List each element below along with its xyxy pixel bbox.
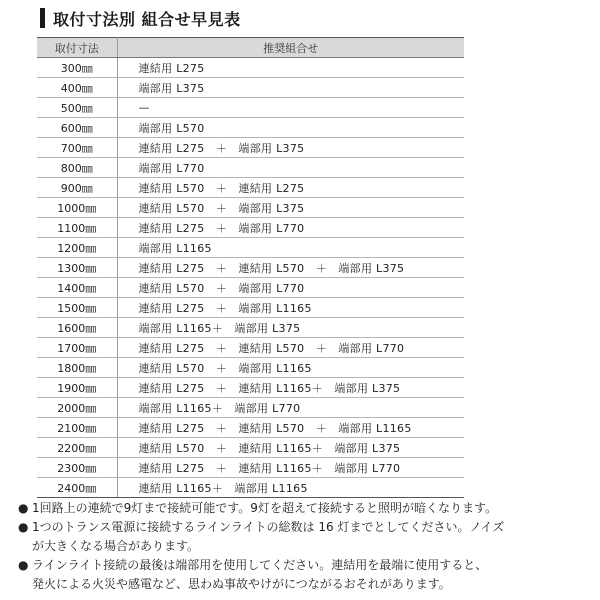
size-cell: 1600㎜ [37,318,117,338]
section-title [40,6,241,30]
combination-cell: 端部用 L1165＋ 端部用 L375 [117,318,464,338]
table-row [37,418,464,438]
size-cell: 1100㎜ [37,218,117,238]
combination-cell: 端部用 L1165 [117,238,464,258]
size-cell: 900㎜ [37,178,117,198]
header-size: 取付寸法 [37,38,117,58]
combination-cell: 連結用 L570 ＋ 端部用 L375 [117,198,464,218]
combination-cell: 連結用 L570 ＋ 端部用 L1165 [117,358,464,378]
note-line: ラインライト接続の最後は端部用を使用してください。連結用を最端に使用すると、 [32,558,488,572]
size-cell: 800㎜ [37,158,117,178]
table-row [37,318,464,338]
table-header-row [37,38,464,58]
size-cell: 1000㎜ [37,198,117,218]
combination-cell: 連結用 L275 ＋ 連結用 L570 ＋ 端部用 L770 [117,338,464,358]
size-cell: 2300㎜ [37,458,117,478]
title-accent-bar [40,8,45,28]
size-cell: 1500㎜ [37,298,117,318]
size-cell: 1800㎜ [37,358,117,378]
page-title: 取付寸法別 組合せ早見表 [53,9,241,29]
note-text [32,499,590,518]
table-row [37,218,464,238]
note-item [18,556,590,594]
table-row [37,278,464,298]
table-row [37,398,464,418]
combination-cell: — [117,98,464,118]
size-cell: 2400㎜ [37,478,117,498]
table-row [37,158,464,178]
table-row [37,58,464,78]
note-text [32,518,590,556]
combination-table [37,37,464,498]
combination-cell: 連結用 L275 ＋ 連結用 L570 ＋ 端部用 L375 [117,258,464,278]
bullet-icon: ● [18,501,29,515]
size-cell: 600㎜ [37,118,117,138]
table-row [37,238,464,258]
note-line: が大きくなる場合があります。 [32,539,200,553]
table-row [37,78,464,98]
table-row [37,338,464,358]
size-cell: 2200㎜ [37,438,117,458]
size-cell: 400㎜ [37,78,117,98]
table-row [37,298,464,318]
table-row [37,138,464,158]
note-item [18,518,590,556]
size-cell: 700㎜ [37,138,117,158]
combination-cell: 端部用 L770 [117,158,464,178]
combination-cell: 連結用 L570 ＋ 端部用 L770 [117,278,464,298]
table-row [37,478,464,498]
bullet-icon: ● [18,520,29,534]
bullet-icon: ● [18,558,29,572]
table-row [37,358,464,378]
size-cell: 300㎜ [37,58,117,78]
combination-cell: 端部用 L570 [117,118,464,138]
combination-cell: 連結用 L275 ＋ 端部用 L375 [117,138,464,158]
size-cell: 1700㎜ [37,338,117,358]
size-cell: 1900㎜ [37,378,117,398]
combination-cell: 連結用 L275 ＋ 連結用 L570 ＋ 端部用 L1165 [117,418,464,438]
combination-cell: 連結用 L570 ＋ 連結用 L275 [117,178,464,198]
table-row [37,178,464,198]
note-item [18,499,590,518]
size-cell: 2100㎜ [37,418,117,438]
header-combination: 推奨組合せ [117,38,464,58]
note-text [32,556,590,594]
table-row [37,118,464,138]
note-line: 発火による火災や感電など、思わぬ事故やけがにつながるおそれがあります。 [32,577,451,591]
table-row [37,458,464,478]
table-row [37,258,464,278]
combination-cell: 連結用 L275 ＋ 連結用 L1165＋ 端部用 L770 [117,458,464,478]
table-row [37,198,464,218]
table-body [37,58,464,498]
note-line: 1つのトランス電源に接続するラインライトの総数は 16 灯までとしてください。ノイズ [32,520,505,534]
combination-cell: 連結用 L275 ＋ 連結用 L1165＋ 端部用 L375 [117,378,464,398]
combination-cell: 端部用 L375 [117,78,464,98]
table-row [37,438,464,458]
note-line: 1回路上の連続で9灯まで接続可能です。9灯を超えて接続すると照明が暗くなります。 [32,501,497,515]
size-cell: 1400㎜ [37,278,117,298]
combination-cell: 連結用 L1165＋ 端部用 L1165 [117,478,464,498]
size-cell: 1300㎜ [37,258,117,278]
combination-cell: 連結用 L275 ＋ 端部用 L770 [117,218,464,238]
combination-cell: 連結用 L275 [117,58,464,78]
size-cell: 1200㎜ [37,238,117,258]
combination-cell: 端部用 L1165＋ 端部用 L770 [117,398,464,418]
combination-cell: 連結用 L570 ＋ 連結用 L1165＋ 端部用 L375 [117,438,464,458]
size-cell: 500㎜ [37,98,117,118]
size-cell: 2000㎜ [37,398,117,418]
table-row [37,98,464,118]
table-row [37,378,464,398]
combination-cell: 連結用 L275 ＋ 端部用 L1165 [117,298,464,318]
notes-list [18,499,590,594]
